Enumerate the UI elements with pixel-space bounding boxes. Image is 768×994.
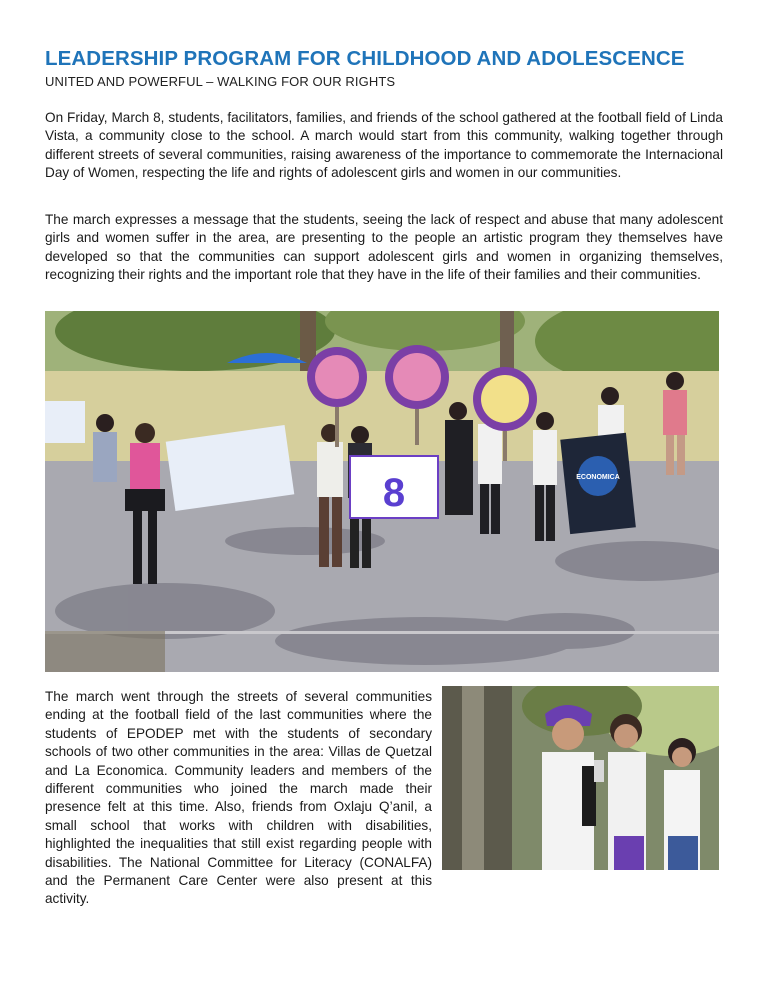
paragraph-route: The march went through the streets of several communities ending at the football field of the last communities where the students of EPODEP met with the students of secondary schools of two other communities in the area: Villas de Quetzal and La Economica. Community leaders and members of the different communities who joined the march made their presence felt at this time. Also, friends from Oxlaju Q’anil, a small school that works with children with disabilities, highlighted the inequalities that still exist regarding people with disabilities. The National Committee for Literacy (CONALFA) and the Permanent Care Center were also present at this activity.	[45, 689, 432, 907]
banner-label: ECONOMICA	[576, 474, 620, 481]
march-photo-illustration	[45, 311, 719, 672]
speaker-photo-illustration	[442, 686, 719, 870]
paragraph-message: The march expresses a message that the students, seeing the lack of respect and abuse that many adolescent girls and women suffer in the area, are presenting to the people an artistic program they themselves have developed so that the communities can support adolescent girls and women in organizing themselves, recognizing their rights and the important role that they have in the life of their families and their communities.	[45, 212, 723, 283]
page-subtitle: UNITED AND POWERFUL – WALKING FOR OUR RIGHTS	[45, 74, 396, 89]
march-photo	[45, 311, 719, 672]
page-title: LEADERSHIP PROGRAM FOR CHILDHOOD AND ADOLESCENCE	[45, 47, 685, 70]
paragraph-intro: On Friday, March 8, students, facilitators, families, and friends of the school gathered at the football field of Linda Vista, a community close to the school. A march would start from this community, walking together through different streets of several communities, raising awareness of the importance to commemorate the Internacional Day of Women, respecting the life and rights of adolescent girls and women in our communities.	[45, 110, 723, 181]
speaker-photo	[442, 686, 719, 870]
march-sign-number: 8	[382, 471, 406, 515]
